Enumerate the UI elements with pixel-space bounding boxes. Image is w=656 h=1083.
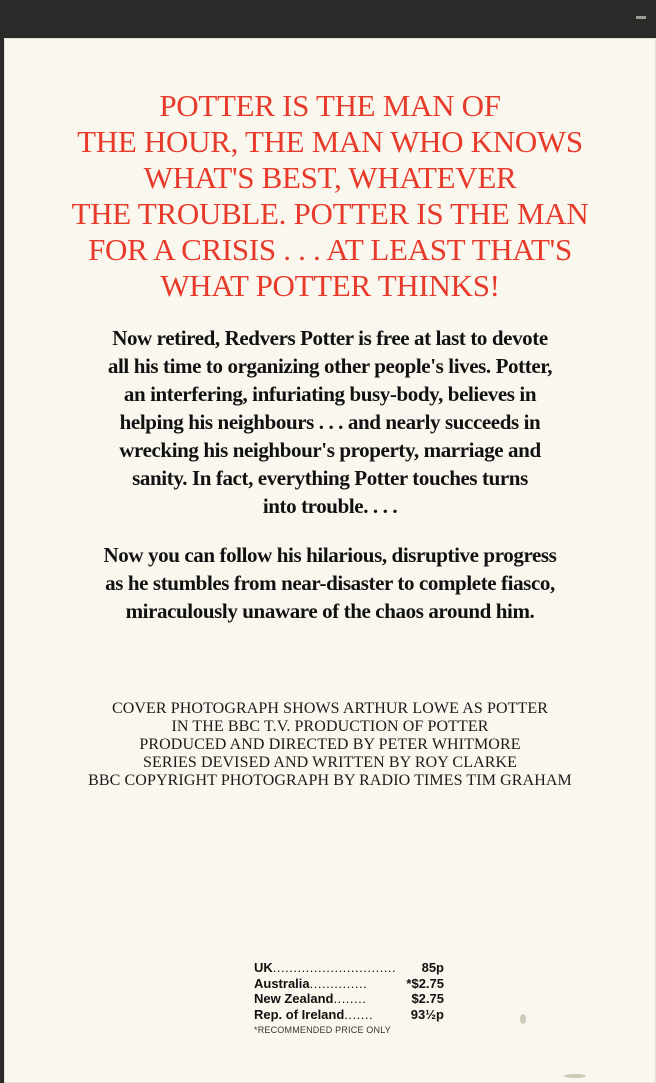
blurb-line: Now you can follow his hilarious, disruptive progress xyxy=(103,543,557,567)
blurb-line: an interfering, infuriating busy-body, believes in xyxy=(123,382,537,406)
headline-line: FOR A CRISIS . . . AT LEAST THAT'S xyxy=(88,232,572,267)
price-leader: .............................. xyxy=(272,960,397,975)
price-row-new-zealand xyxy=(254,991,444,1007)
price-label: UK xyxy=(254,960,273,975)
price-value: 93½p xyxy=(410,1006,444,1022)
price-label: Australia xyxy=(254,975,310,991)
blurb-line: sanity. In fact, everything Potter touches turns xyxy=(132,466,528,490)
paper-smudge xyxy=(520,1014,526,1024)
price-label: New Zealand xyxy=(254,991,334,1006)
book-back-cover xyxy=(4,38,656,1083)
price-list xyxy=(254,960,444,1039)
blurb-paragraph-1 xyxy=(4,324,656,520)
recommended-price-note: *RECOMMENDED PRICE ONLY xyxy=(254,1025,391,1035)
price-leader: ....... xyxy=(344,1006,374,1022)
headline-line: POTTER IS THE MAN OF xyxy=(159,88,501,123)
blurb-line: wrecking his neighbour's property, marriage and xyxy=(119,438,541,462)
photo-credits xyxy=(4,700,656,790)
price-row-ireland xyxy=(254,1007,444,1023)
price-value: 85p xyxy=(421,960,444,975)
headline xyxy=(4,88,656,304)
paper-smudge xyxy=(564,1074,586,1078)
headline-line: THE TROUBLE. POTTER IS THE MAN xyxy=(71,196,589,231)
price-row-australia xyxy=(254,976,444,992)
headline-line: WHAT POTTER THINKS! xyxy=(160,268,500,303)
blurb-line: all his time to organizing other people's lives. Potter, xyxy=(107,354,553,378)
price-value: *$2.75 xyxy=(406,975,444,991)
credit-line: BBC COPYRIGHT PHOTOGRAPH BY RADIO TIMES TIM GRAHAM xyxy=(88,772,572,789)
price-value: $2.75 xyxy=(411,991,444,1006)
blurb-line: helping his neighbours . . . and nearly succeeds in xyxy=(119,410,541,434)
headline-line: WHAT'S BEST, WHATEVER xyxy=(143,160,517,195)
blurb-line: as he stumbles from near-disaster to complete fiasco, xyxy=(105,571,555,595)
blurb-line: into trouble. . . . xyxy=(262,494,398,518)
corner-mark xyxy=(636,16,646,19)
price-leader: ........ xyxy=(333,991,367,1006)
blurb-line: miraculously unaware of the chaos around him. xyxy=(125,599,535,623)
credit-line: PRODUCED AND DIRECTED BY PETER WHITMORE xyxy=(139,736,521,753)
price-row-uk xyxy=(254,960,444,976)
blurb-paragraph-2 xyxy=(4,541,656,625)
credit-line: IN THE BBC T.V. PRODUCTION OF POTTER xyxy=(171,718,489,735)
price-leader: .............. xyxy=(309,975,368,991)
price-label: Rep. of Ireland xyxy=(254,1006,345,1022)
headline-line: THE HOUR, THE MAN WHO KNOWS xyxy=(77,124,583,159)
credit-line: COVER PHOTOGRAPH SHOWS ARTHUR LOWE AS POTTER xyxy=(111,700,549,717)
credit-line: SERIES DEVISED AND WRITTEN BY ROY CLARKE xyxy=(142,754,518,771)
blurb-line: Now retired, Redvers Potter is free at last to devote xyxy=(112,326,548,350)
